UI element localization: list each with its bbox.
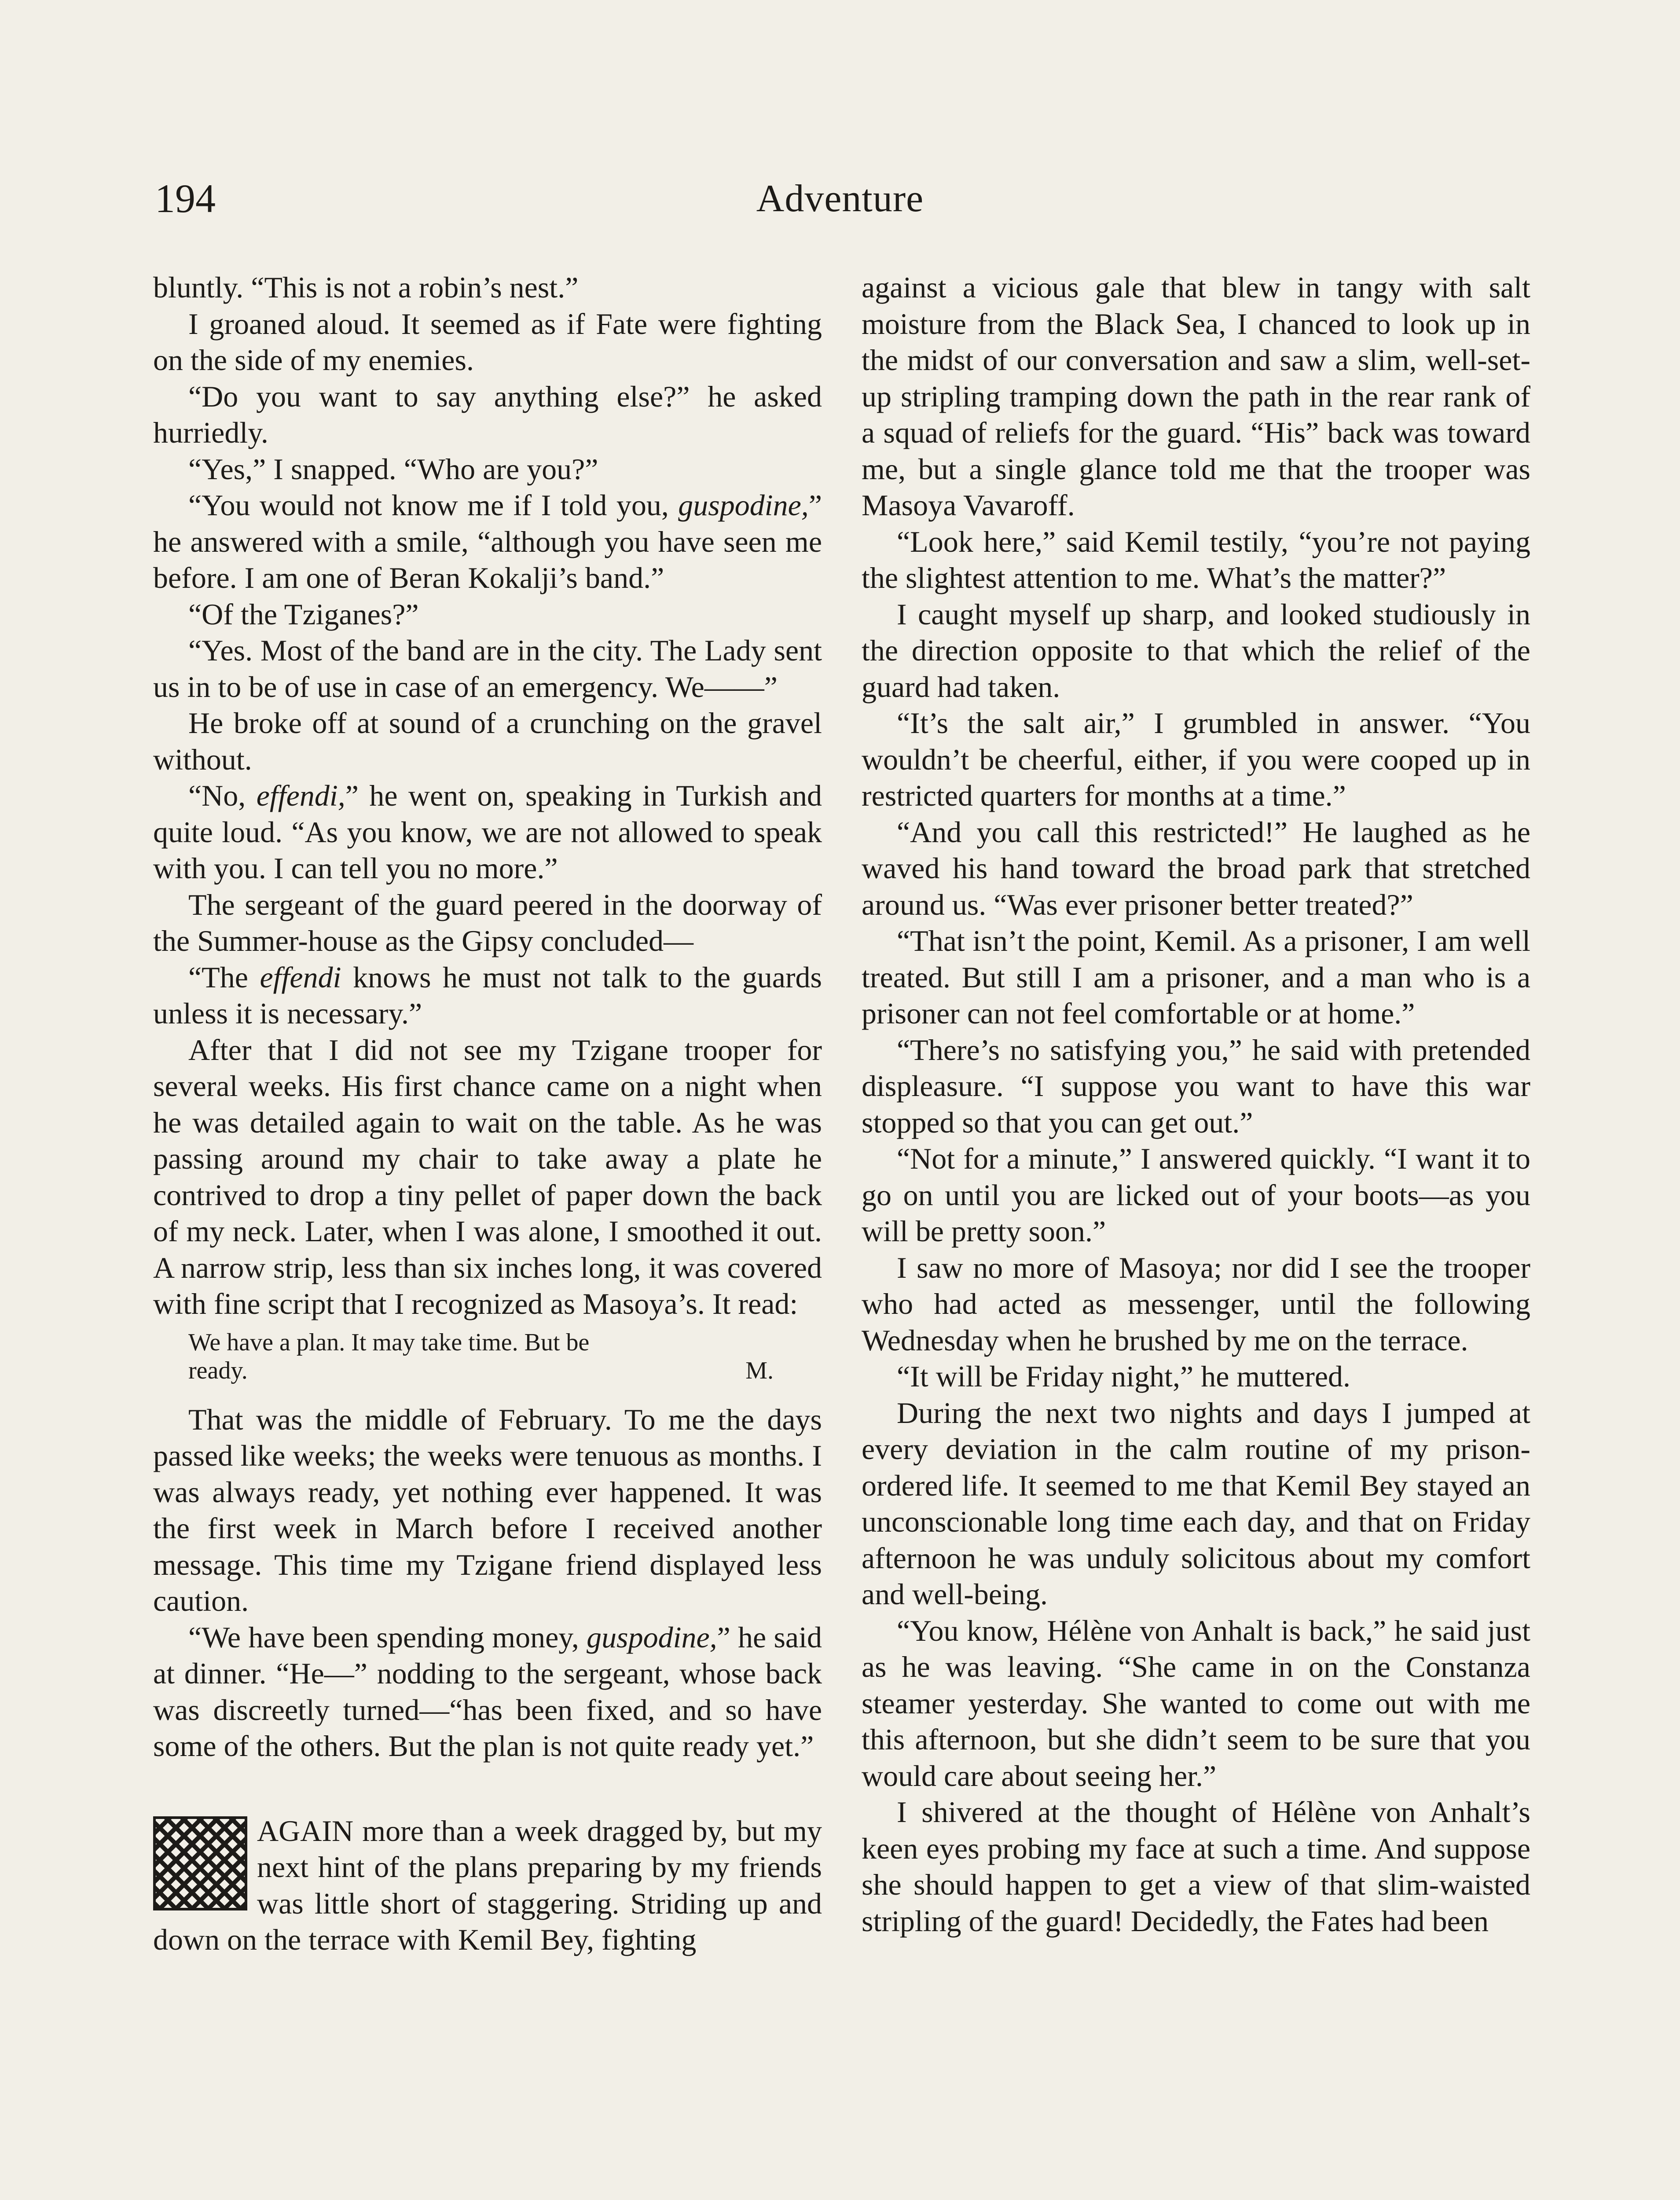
note-text: We have a plan. It may take time. But be (188, 1328, 590, 1356)
paragraph: “Yes,” I snapped. “Who are you?” (188, 452, 598, 486)
italic-text: effendi (260, 960, 341, 994)
note-signature: M. (745, 1357, 774, 1384)
right-column (862, 269, 1530, 1939)
paragraph: bluntly. “This is not a robin’s nest.” (153, 271, 579, 304)
text-run: ” he went on, speaking in Turkish and quite loud. “As you know, we are not allowed to speak with you. I can tell you no more.” (153, 779, 822, 885)
italic-text: guspodine, (678, 488, 809, 522)
paragraph: AGAIN more than a week dragged by, but my next hint of the plans preparing by my friends was little short of staggering. Striding up and down on the terrace with Kemil Bey, fighting (153, 1814, 822, 1956)
paragraph: That was the middle of February. To me the days passed like weeks; the weeks were tenuous as months. I was always ready, yet nothing ever happened. It was the first week in March before I received another message. This time my Tzigane friend displayed less caution. (153, 1402, 822, 1617)
text-run: “No, (188, 779, 257, 812)
text-run: ” he answered with a smile, “although you have seen me before. I am one of Beran Kokalji’s band.” (153, 488, 822, 594)
paragraph: “Yes. Most of the band are in the city. The Lady sent us in to be of use in case of an emergency. We——” (153, 634, 822, 704)
paragraph: “It will be Friday night,” he muttered. (897, 1360, 1351, 1393)
note-text: ready. (188, 1357, 248, 1384)
page-number: 194 (155, 176, 216, 221)
paragraph (153, 487, 822, 596)
italic-text: guspodine, (587, 1620, 717, 1654)
paragraph: During the next two nights and days I jumped at every deviation in the calm routine of my prison-ordered life. It seemed to me that Kemil Bey stayed an unconscionable long time each day, and that on Friday afternoon he was unduly solicitous about my comfort and well-being. (862, 1396, 1530, 1611)
knotwork-ornament-icon (153, 1816, 247, 1910)
paragraph: I groaned aloud. It seemed as if Fate were fighting on the side of my enemies. (153, 307, 822, 377)
paragraph: I saw no more of Masoya; nor did I see the trooper who had acted as messenger, until the following Wednesday when he brushed by me on the terrace. (862, 1250, 1530, 1357)
left-column (153, 269, 822, 1958)
paragraph: The sergeant of the guard peered in the doorway of the Summer-house as the Gipsy concluded— (153, 887, 822, 957)
text-run: ” he said at dinner. “He—” nodding to the sergeant, whose back was discreetly turned—“has been fixed, and so have some of the others. But the plan is not quite ready yet.” (153, 1620, 822, 1763)
paragraph: He broke off at sound of a crunching on the gravel without. (153, 706, 822, 776)
section-break (153, 1764, 822, 1813)
paragraph: against a vicious gale that blew in tangy with salt moisture from the Black Sea, I chanced to look up in the midst of our conversation and saw a slim, well-set-up stripling tramping down the path in the rear rank of a squad of reliefs for the guard. “His” back was toward me, but a single glance told me that the trooper was Masoya Vavaroff. (862, 271, 1530, 522)
paragraph: I caught myself up sharp, and looked studiously in the direction opposite to that which the relief of the guard had taken. (862, 597, 1530, 704)
text-run: knows he must not talk to the guards unless it is necessary.” (153, 960, 822, 1030)
paragraph: I shivered at the thought of Hélène von Anhalt’s keen eyes probing my face at such a time. And suppose she should happen to get a view of that slim-waisted stripling of the guard! Decidedly, the Fates had been (862, 1795, 1530, 1938)
paragraph: “It’s the salt air,” I grumbled in answer. “You wouldn’t be cheerful, either, if you were cooped up in restricted quarters for months at a time.” (862, 706, 1530, 812)
paragraph: “Not for a minute,” I answered quickly. “I want it to go on until you are licked out of your boots—as you will be pretty soon.” (862, 1142, 1530, 1248)
paragraph: “There’s no satisfying you,” he said with pretended displeasure. “I suppose you want to have this war stopped so that you can get out.” (862, 1033, 1530, 1139)
paragraph (153, 959, 822, 1032)
paragraph: “And you call this restricted!” He laughed as he waved his hand toward the broad park that stretched around us. “Was ever prisoner better treated?” (862, 815, 1530, 921)
note-line (188, 1328, 822, 1357)
italic-text: effendi, (256, 779, 345, 812)
paragraph (153, 777, 822, 887)
text-run: “You would not know me if I told you, (188, 488, 679, 522)
section-opening (153, 1813, 822, 1958)
paragraph: “Look here,” said Kemil testily, “you’re not paying the slightest attention to me. What’s the matter?” (862, 524, 1530, 594)
quoted-note (153, 1328, 822, 1385)
paragraph: “That isn’t the point, Kemil. As a prisoner, I am well treated. But still I am a prisoner, and a man who is a prisoner can not feel comfortable or at home.” (862, 924, 1530, 1030)
running-head: Adventure (756, 177, 924, 220)
paragraph: After that I did not see my Tzigane trooper for several weeks. His first chance came on a night when he was detailed again to wait on the table. As he was passing around my chair to take away a plate he contrived to drop a tiny pellet of paper down the back of my neck. Later, when I was alone, I smoothed it out. A narrow strip, less than six inches long, it was covered with fine script that I recognized as Masoya’s. It read: (153, 1033, 822, 1320)
text-run: “The (188, 960, 260, 994)
paragraph (153, 1619, 822, 1764)
note-line (188, 1357, 822, 1385)
paragraph: “Of the Tziganes?” (188, 597, 419, 631)
text-run: “We have been spending money, (188, 1620, 587, 1654)
paragraph: “Do you want to say anything else?” he asked hurriedly. (153, 379, 822, 449)
paragraph: “You know, Hélène von Anhalt is back,” he said just as he was leaving. “She came in on the Constanza steamer yesterday. She wanted to come out with me this afternoon, but she didn’t seem to be sure that you would care about seeing her.” (862, 1613, 1530, 1793)
